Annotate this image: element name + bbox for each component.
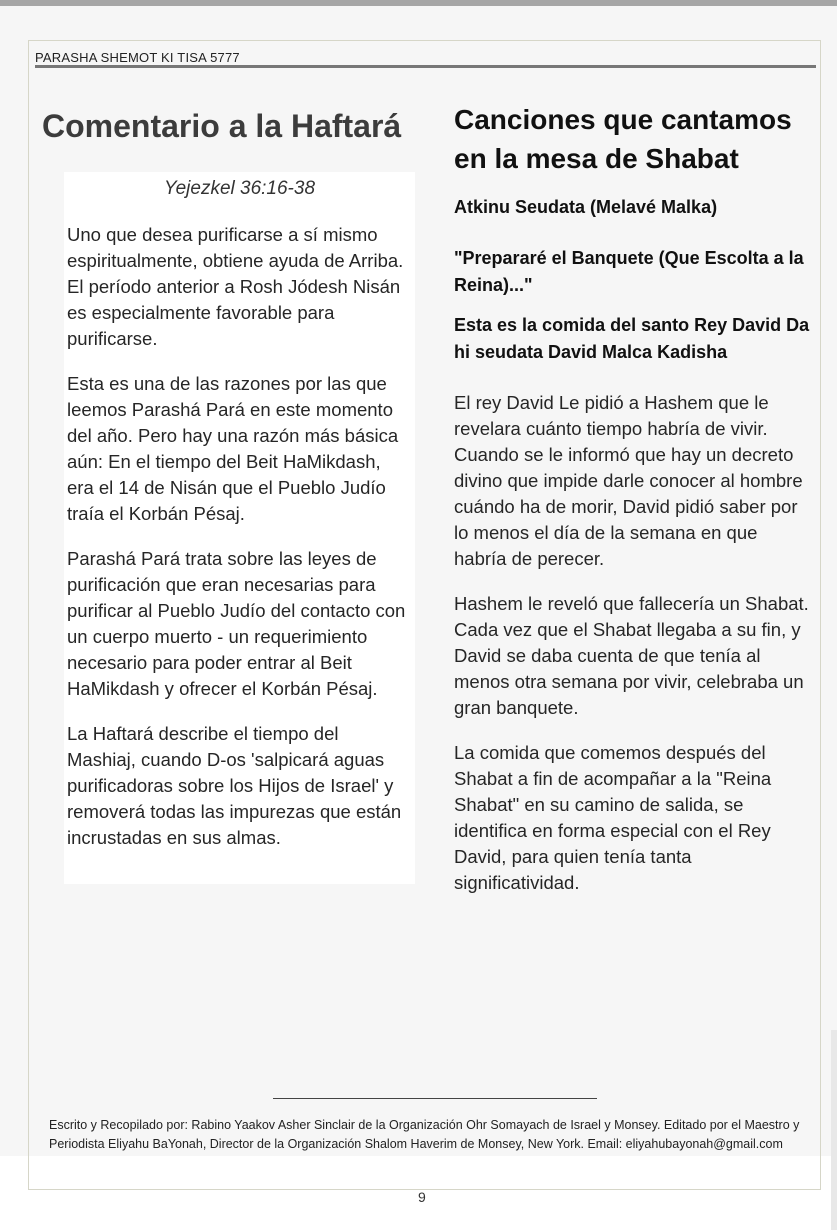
running-header: PARASHA SHEMOT KI TISA 5777	[35, 50, 240, 65]
haftara-commentary-box	[64, 172, 415, 884]
paragraph: La Haftará describe el tiempo del Mashiaj, cuando D-os 'salpicará aguas purificadoras sobre los Hijos de Israel' y removerá todas las impurezas que están incrustadas en sus almas.	[67, 723, 402, 848]
paragraph: La comida que comemos después del Shabat a fin de acompañar a la "Reina Shabat" en su camino de salida, se identifica en forma especial con el Rey David, para quien tenía tanta significatividad.	[454, 742, 772, 893]
left-paragraphs	[67, 222, 412, 870]
paragraph: Hashem le reveló que fallecería un Shabat. Cada vez que el Shabat llegaba a su fin, y David se daba cuenta de que tenía al menos otra semana por vivir, celebraba un gran banquete.	[454, 593, 809, 718]
page-number: 9	[418, 1189, 426, 1205]
footer-credits: Escrito y Recopilado por: Rabino Yaakov Asher Sinclair de la Organización Ohr Somayach de Israel y Monsey. Editado por el Maestro y Periodista Eliyahu BaYonah, Director de la Organización Shalom Haverim de Monsey, New York. Email: eliyahubayonah@gmail.com	[49, 1118, 800, 1151]
song-subtitle: Atkinu Seudata (Melavé Malka)	[454, 197, 718, 217]
header-rule	[35, 65, 816, 68]
scroll-edge	[831, 1030, 837, 1230]
paragraph: Parashá Pará trata sobre las leyes de purificación que eran necesarias para purificar al Pueblo Judío del contacto con un cuerpo muerto - un requerimiento necesario para poder entrar al Beit HaMikdash y ofrecer el Korbán Pésaj.	[67, 548, 406, 699]
right-section-title: Canciones que cantamos en la mesa de Shabat	[454, 104, 792, 174]
left-section-title: Comentario a la Haftará	[42, 108, 402, 144]
paragraph: Uno que desea purificarse a sí mismo espiritualmente, obtiene ayuda de Arriba. El período anterior a Rosh Jódesh Nisán es especialmente favorable para purificarse.	[67, 224, 404, 349]
song-intro: Esta es la comida del santo Rey David Da hi seudata David Malca Kadisha	[454, 315, 810, 362]
paragraph: Esta es una de las razones por las que leemos Parashá Pará en este momento del año. Pero hay una razón más básica aún: En el tiempo del Beit HaMikdash, era el 14 de Nisán que el Pueblo Judío traía el Korbán Pésaj.	[67, 373, 399, 524]
songs-column	[454, 100, 814, 915]
footer-rule	[273, 1098, 597, 1099]
top-border	[0, 0, 837, 6]
citation: Yejezkel 36:16-38	[163, 178, 316, 199]
song-quote: "Prepararé el Banquete (Que Escolta a la Reina)..."	[454, 248, 804, 295]
paragraph: El rey David Le pidió a Hashem que le revelara cuánto tiempo habría de vivir. Cuando se le informó que hay un decreto divino que impide darle conocer al hombre cuándo ha de morir, David pidió saber por lo menos el día de la semana en que habría de perecer.	[454, 392, 803, 569]
